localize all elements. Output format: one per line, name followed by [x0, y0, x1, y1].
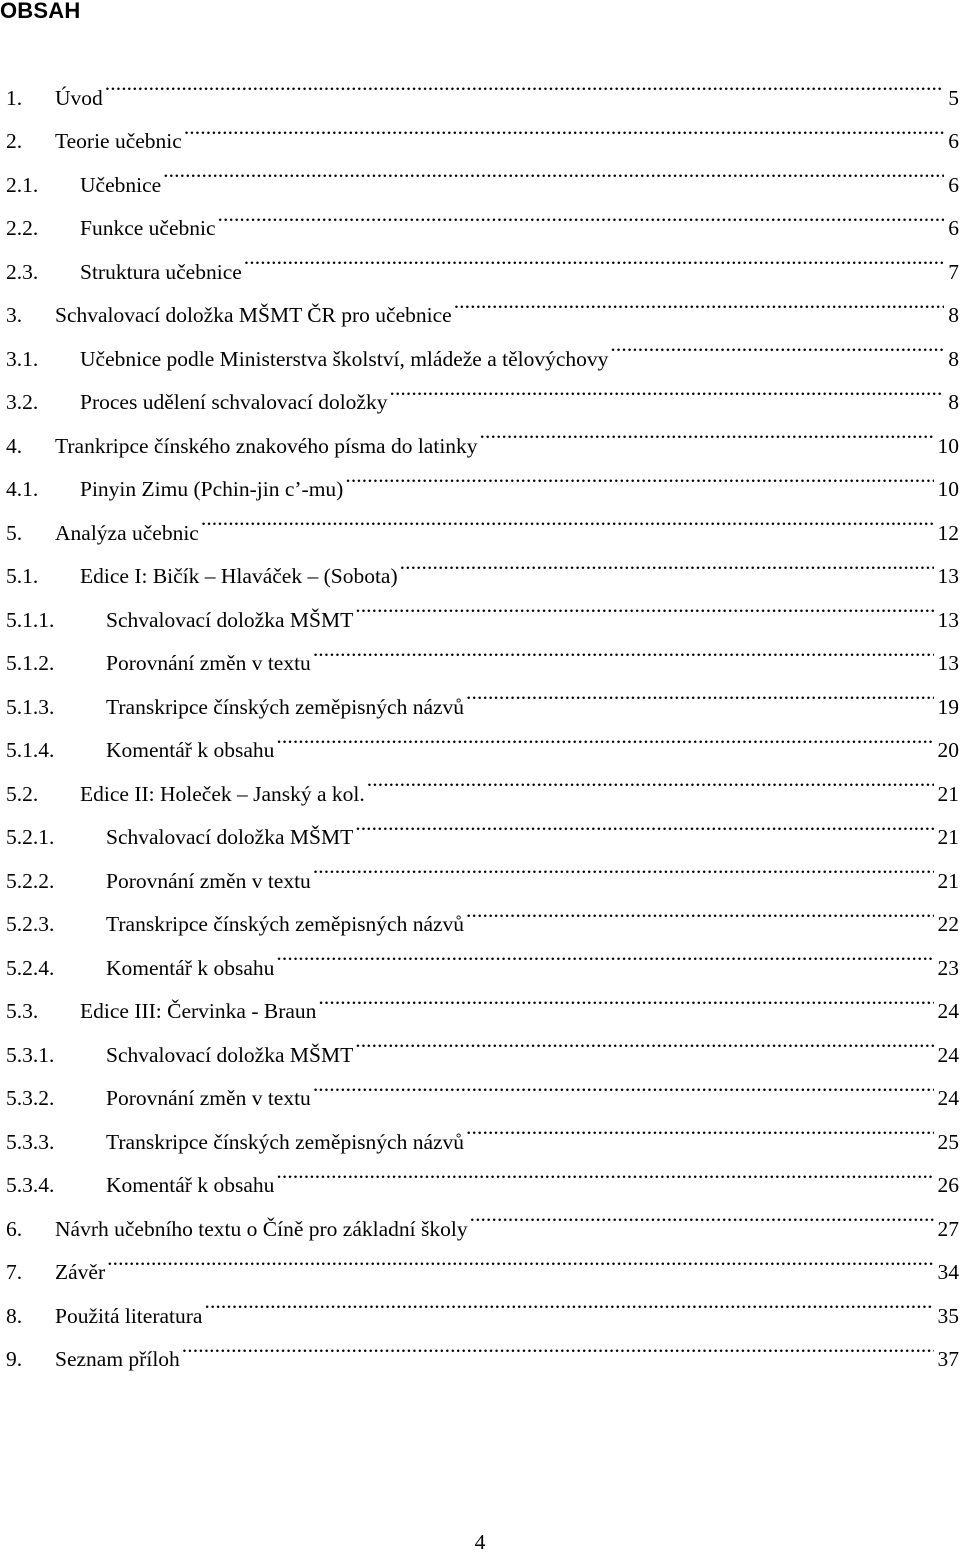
toc-entry-title: Porovnání změn v textu — [106, 642, 313, 686]
toc-entry-title: Edice I: Bičík – Hlaváček – (Sobota) — [80, 555, 400, 599]
dot-leader — [313, 1062, 934, 1106]
dot-leader — [218, 192, 945, 236]
toc-entry-title: Návrh učebního textu o Číně pro základní školy — [55, 1208, 470, 1252]
toc-entry-title: Proces udělení schvalovací doložky — [80, 381, 389, 425]
toc-entry-page: 34 — [934, 1251, 960, 1295]
toc-entry-title: Analýza učebnic — [55, 512, 201, 556]
toc-entry-title: Komentář k obsahu — [106, 1164, 276, 1208]
toc-entry-number: 3. — [6, 303, 23, 328]
toc-entry-title: Schvalovací doložka MŠMT — [106, 599, 355, 643]
toc-entry-page: 21 — [934, 773, 960, 817]
toc-entry-title: Schvalovací doložka MŠMT ČR pro učebnice — [55, 294, 454, 338]
toc-entry-page: 5 — [944, 77, 959, 121]
toc-entry-title: Transkripce čínských zeměpisných názvů — [106, 903, 466, 947]
toc-entry-number: 5.1. — [6, 564, 39, 589]
toc-entry-page: 21 — [934, 816, 960, 860]
dot-leader — [466, 670, 933, 714]
toc-entry-title: Pinyin Zimu (Pchin-jin c’-mu) — [80, 468, 345, 512]
dot-leader — [355, 1018, 933, 1062]
toc-entry-page: 7 — [944, 251, 959, 295]
toc-entry[interactable] — [6, 105, 959, 154]
dot-leader — [355, 801, 933, 845]
page-number: 4 — [474, 1530, 486, 1554]
toc-entry-title: Komentář k obsahu — [106, 729, 276, 773]
toc-entry-number: 5.2.4. — [6, 955, 55, 980]
toc-entry-number: 5.3.4. — [6, 1173, 55, 1198]
toc-entry-page: 13 — [934, 555, 960, 599]
toc-entry-title: Závěr — [55, 1251, 107, 1295]
toc-entry-page: 19 — [934, 686, 960, 730]
toc-entry-number: 5.3.2. — [6, 1086, 55, 1111]
toc-entry-page: 20 — [934, 729, 960, 773]
toc-entry-title: Učebnice podle Ministerstva školství, mládeže a tělovýchovy — [80, 338, 610, 382]
toc-entry-number: 2.2. — [6, 216, 39, 241]
toc-entry-number: 2. — [6, 129, 23, 154]
toc-entry-page: 13 — [934, 599, 960, 643]
dot-leader — [470, 1192, 934, 1236]
page-title: OBSAH — [0, 0, 81, 23]
toc-entry-title: Úvod — [55, 77, 105, 121]
toc-entry-page: 25 — [934, 1121, 960, 1165]
toc-entry-page: 35 — [934, 1295, 960, 1339]
dot-leader — [204, 1279, 933, 1323]
toc-entry-title: Transkripce čínských zeměpisných názvů — [106, 686, 466, 730]
toc-entry-page: 10 — [934, 468, 960, 512]
toc-entry-page: 27 — [934, 1208, 960, 1252]
dot-leader — [610, 322, 944, 366]
toc-entry-number: 9. — [6, 1347, 23, 1372]
toc-entry-title: Schvalovací doložka MŠMT — [106, 1034, 355, 1078]
table-of-contents — [6, 61, 959, 1372]
toc-entry-title: Komentář k obsahu — [106, 947, 276, 991]
toc-entry-title: Porovnání změn v textu — [106, 860, 313, 904]
dot-leader — [466, 888, 933, 932]
toc-entry-page: 22 — [934, 903, 960, 947]
toc-entry-page: 8 — [944, 338, 959, 382]
toc-entry-number: 4.1. — [6, 477, 39, 502]
toc-entry-page: 8 — [944, 294, 959, 338]
toc-entry-title: Teorie učebnic — [55, 120, 184, 164]
dot-leader — [184, 105, 944, 149]
toc-entry[interactable] — [6, 1279, 959, 1328]
toc-entry-title: Učebnice — [80, 164, 163, 208]
toc-entry-title: Edice III: Červinka - Braun — [80, 990, 318, 1034]
toc-entry-page: 13 — [934, 642, 960, 686]
dot-leader — [182, 1323, 934, 1367]
dot-leader — [367, 757, 934, 801]
toc-entry-page: 24 — [934, 1077, 960, 1121]
toc-entry-title: Edice II: Holeček – Janský a kol. — [80, 773, 367, 817]
toc-entry-title: Struktura učebnice — [80, 251, 244, 295]
toc-entry-page: 23 — [934, 947, 960, 991]
toc-entry-number: 5.1.2. — [6, 651, 55, 676]
toc-entry-number: 4. — [6, 433, 23, 458]
toc-entry-page: 6 — [944, 164, 959, 208]
toc-entry[interactable] — [6, 61, 959, 110]
toc-entry-title: Použitá literatura — [55, 1295, 204, 1339]
toc-entry-title: Trankripce čínského znakového písma do latinky — [55, 425, 480, 469]
toc-entry-title: Schvalovací doložka MŠMT — [106, 816, 355, 860]
toc-entry-title: Funkce učebnic — [80, 207, 218, 251]
toc-entry-number: 3.2. — [6, 390, 39, 415]
dot-leader — [105, 61, 944, 105]
toc-entry-page: 24 — [934, 1034, 960, 1078]
toc-entry-page: 37 — [934, 1338, 960, 1382]
dot-leader — [466, 1105, 933, 1149]
dot-leader — [318, 975, 933, 1019]
toc-entry-number: 5.2.1. — [6, 825, 55, 850]
toc-entry-number: 5.1.4. — [6, 738, 55, 763]
dot-leader — [313, 844, 934, 888]
toc-entry-number: 5.1.3. — [6, 694, 55, 719]
toc-entry-number: 3.1. — [6, 346, 39, 371]
toc-entry-number: 5.2.2. — [6, 868, 55, 893]
toc-entry-title: Porovnání změn v textu — [106, 1077, 313, 1121]
toc-entry-number: 7. — [6, 1260, 23, 1285]
dot-leader — [454, 279, 945, 323]
toc-entry-number: 2.1. — [6, 172, 39, 197]
toc-entry-number: 5.2.3. — [6, 912, 55, 937]
dot-leader — [313, 627, 934, 671]
toc-entry-number: 2.3. — [6, 259, 39, 284]
toc-entry-number: 5.1.1. — [6, 607, 55, 632]
toc-entry-page: 10 — [934, 425, 960, 469]
dot-leader — [163, 148, 944, 192]
toc-entry-number: 5.3. — [6, 999, 39, 1024]
toc-entry-number: 5. — [6, 520, 23, 545]
dot-leader — [400, 540, 934, 584]
toc-entry-page: 8 — [944, 381, 959, 425]
dot-leader — [480, 409, 934, 453]
toc-entry-number: 5.2. — [6, 781, 39, 806]
toc-entry-page: 6 — [944, 207, 959, 251]
toc-entry-title: Transkripce čínských zeměpisných názvů — [106, 1121, 466, 1165]
dot-leader — [244, 235, 944, 279]
toc-entry-page: 12 — [934, 512, 960, 556]
toc-entry-title: Seznam příloh — [55, 1338, 182, 1382]
toc-entry-number: 5.3.1. — [6, 1042, 55, 1067]
toc-entry-page: 26 — [934, 1164, 960, 1208]
toc-entry-page: 24 — [934, 990, 960, 1034]
dot-leader — [355, 583, 933, 627]
toc-entry-page: 21 — [934, 860, 960, 904]
toc-entry-number: 1. — [6, 85, 23, 110]
toc-entry-number: 5.3.3. — [6, 1129, 55, 1154]
toc-entry-number: 8. — [6, 1303, 23, 1328]
toc-entry-page: 6 — [944, 120, 959, 164]
toc-entry-number: 6. — [6, 1216, 23, 1241]
